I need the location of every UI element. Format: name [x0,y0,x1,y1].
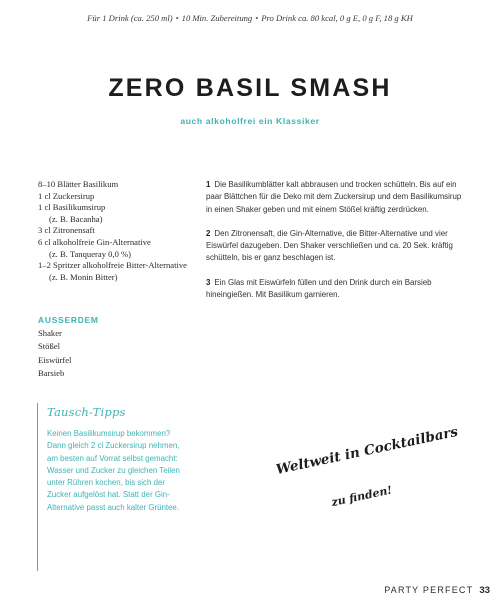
prep-time-text: 10 Min. Zubereitung [181,13,253,23]
instruction-steps [206,179,468,313]
recipe-title: ZERO BASIL SMASH [108,74,392,102]
ingredient-item: 3 cl Zitronensaft [38,225,95,236]
extras-item: Barsieb [38,368,65,379]
extras-list [38,327,71,381]
extras-item: Eiswürfel [38,354,72,365]
meta-separator: • [175,13,179,23]
tip-box [37,403,186,571]
extras-heading: AUSSERDEM [38,315,99,325]
meta-separator: • [255,13,259,23]
ingredient-item: (z. B. Tanqueray 0,0 %) [49,248,132,259]
tip-title: Tausch-Tipps [47,405,126,419]
servings-text: Für 1 Drink (ca. 250 ml) [87,13,173,23]
step-text: Den Zitronensaft, die Gin-Alternative, die Bitter-Alternative und vier Eiswürfel dazugeben. Den Shaker verschließen und ca. 20 Sek. kräftig schütteln, bis er ganz beschlagen ist. [206,228,453,263]
recipe-meta-line [0,13,500,23]
page-footer [384,585,490,596]
step-text: Ein Glas mit Eiswürfeln füllen und den Drink durch ein Barsieb hineingießen. Mit Basilikum garnieren. [206,277,432,300]
ingredient-item: 1–2 Spritzer alkoholfreie Bitter-Alternative (z. B. Monin Bitter) [38,260,187,282]
step-number: 2 [206,228,211,238]
book-section-label: PARTY PERFECT [384,585,474,595]
recipe-subtitle: auch alkoholfrei ein Klassiker [180,116,320,126]
handwritten-note [274,423,460,512]
ingredient-list [38,179,188,283]
ingredient-item: 8–10 Blätter Basilikum [38,179,119,189]
step-text: Die Basilikumblätter kalt abbrausen und trocken schütteln. Bis auf ein paar Blättchen für die Deko mit dem Zuckersirup und dem Basilikumsirup in einen Shaker geben und mit einem Stößel kräftig zerdrücken. [206,180,462,214]
handwritten-note-line2: zu finden! [330,483,394,509]
tip-body: Keinen Basilikumsirup bekommen? Dann gleich 2 cl Zuckersirup nehmen, am besten auf Vorrat selbst gemacht: Wasser und Zucker zu gleichen Teilen unter Rühren kochen, bis sich der Zucker aufgelöst hat. Statt der Gin-Alternative passt auch kalter Grüntee. [47,429,180,512]
instruction-step [206,228,468,265]
step-number: 3 [206,277,211,287]
page-number: 33 [479,585,490,596]
ingredient-item: 1 cl Zuckersirup [38,190,95,201]
extras-item: Stößel [38,341,60,352]
extras-item: Shaker [38,328,62,338]
handwritten-note-line1: Weltweit in Cocktailbars [274,423,460,478]
instruction-step [206,179,468,216]
ingredient-item: (z. B. Bacanha) [49,213,103,224]
ingredient-item: 1 cl Basilikumsirup [38,202,106,213]
instruction-step [206,277,468,302]
nutrition-text: Pro Drink ca. 80 kcal, 0 g E, 0 g F, 18 g KH [261,13,413,23]
ingredient-item: 6 cl alkoholfreie Gin-Alternative [38,236,151,247]
step-number: 1 [206,180,211,189]
